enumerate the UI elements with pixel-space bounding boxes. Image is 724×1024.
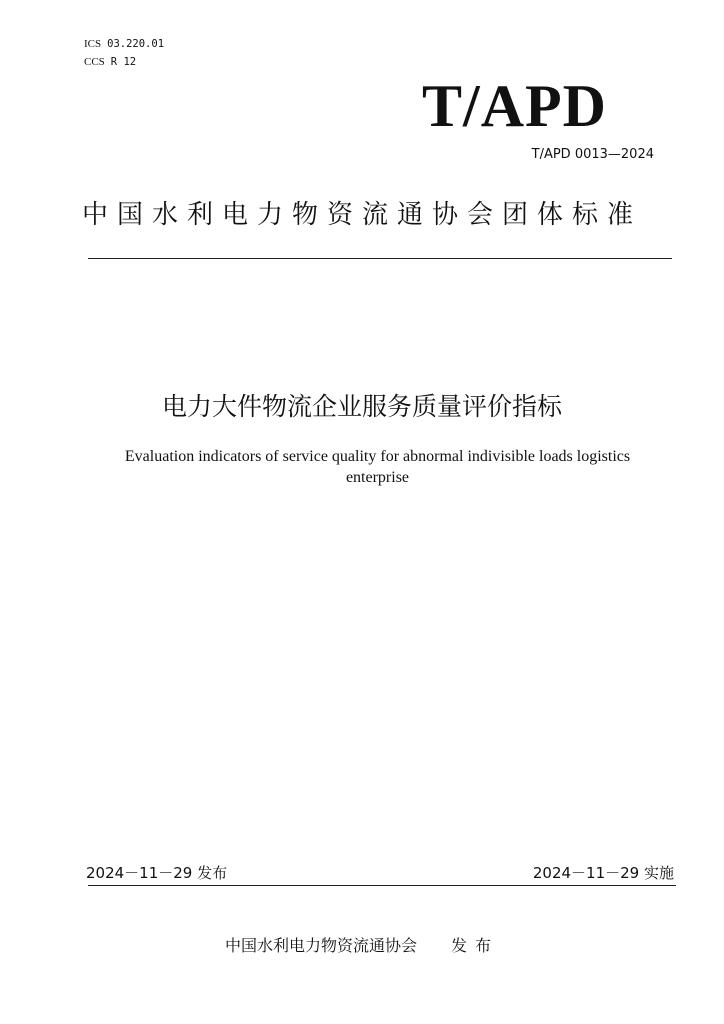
publisher-line [0, 935, 724, 957]
document-title-en: Evaluation indicators of service quality for abnormal indivisible loads logistics enterprise [124, 448, 631, 486]
standard-number: T/APD 0013—2024 [531, 147, 654, 162]
ccs-label: CCS [84, 56, 105, 68]
standard-brand-logo: T/APD [422, 73, 607, 139]
publisher-name: 中国水利电力物资流通协会 [224, 936, 417, 955]
implement-date: 2024－11－29 实施 [532, 864, 674, 882]
ics-label: ICS [84, 38, 102, 50]
top-divider [88, 258, 672, 259]
publish-action: 发布 [451, 936, 500, 955]
document-title-zh: 电力大件物流企业服务质量评价指标 [161, 392, 562, 421]
ics-code: 03.220.01 [107, 38, 165, 50]
bottom-divider [88, 885, 676, 886]
ccs-line [84, 55, 136, 69]
ccs-code: R 12 [110, 56, 137, 68]
publish-date: 2024－11－29 发布 [86, 864, 228, 882]
ics-line [84, 37, 164, 51]
organization-title: 中国水利电力物资流通协会团体标准 [81, 200, 642, 230]
